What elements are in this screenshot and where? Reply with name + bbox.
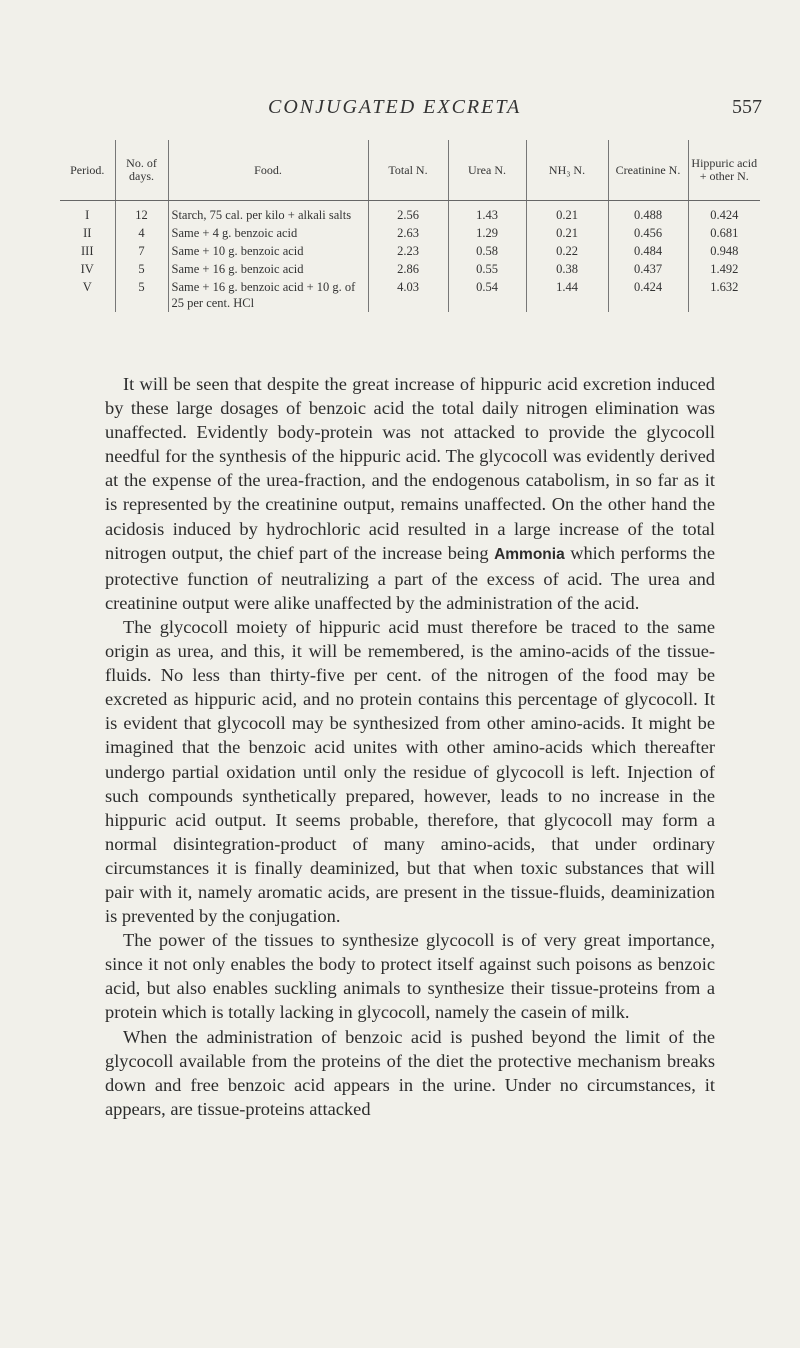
cell-urea-n: 1.43 xyxy=(448,201,526,225)
cell-creatinine-n: 0.488 xyxy=(608,201,688,225)
cell-days: 7 xyxy=(115,242,168,260)
cell-hippuric-n: 0.681 xyxy=(688,224,760,242)
cell-urea-n: 0.55 xyxy=(448,260,526,278)
cell-total-n: 2.23 xyxy=(368,242,448,260)
paragraph: The power of the tissues to synthesize glycocoll is of very great importance, since it not only enables the body to protect itself against such poisons as benzoic acid, but also enables suckling animals to synthesize their tissue-proteins from a protein which is totally lacking in glycocoll, namely the casein of milk. xyxy=(105,930,715,1023)
cell-food: Same + 10 g. benzoic acid xyxy=(168,242,368,260)
cell-period: V xyxy=(82,280,92,294)
paragraph: When the administration of benzoic acid is pushed beyond the limit of the glycocoll available from the proteins of the diet the protective mechanism breaks down and free benzoic acid appears in the urine. Under no circumstances, it appears, are tissue-proteins attacked xyxy=(105,1026,715,1119)
cell-creatinine-n: 0.456 xyxy=(608,224,688,242)
cell-nh3-n: 0.21 xyxy=(526,224,608,242)
cell-hippuric-n: 0.948 xyxy=(688,242,760,260)
column-header-hippuric-n: Hippuric acid + other N. xyxy=(688,140,760,201)
cell-total-n: 2.86 xyxy=(368,260,448,278)
running-head: CONJUGATED EXCRETA xyxy=(268,96,522,118)
table-row xyxy=(60,224,760,242)
cell-urea-n: 0.58 xyxy=(448,242,526,260)
cell-creatinine-n: 0.484 xyxy=(608,242,688,260)
cell-creatinine-n: 0.424 xyxy=(608,278,688,312)
cell-total-n: 4.03 xyxy=(368,278,448,312)
column-header-nh3-n: NH₃ N. xyxy=(526,140,608,201)
table-row xyxy=(60,242,760,260)
cell-days: 4 xyxy=(115,224,168,242)
cell-period: I xyxy=(85,208,90,222)
cell-days: 5 xyxy=(115,260,168,278)
cell-food: Same + 16 g. benzoic acid xyxy=(168,260,368,278)
column-header-days: No. of days. xyxy=(115,140,168,201)
cell-days: 5 xyxy=(115,278,168,312)
cell-food: Same + 4 g. benzoic acid xyxy=(168,224,368,242)
nitrogen-excretion-table xyxy=(60,140,760,312)
table-row xyxy=(60,201,760,225)
column-header-food: Food. xyxy=(168,140,368,201)
column-header-creatinine-n: Creatinine N. xyxy=(608,140,688,201)
body-text xyxy=(105,372,715,1121)
column-header-urea-n: Urea N. xyxy=(448,140,526,201)
cell-total-n: 2.56 xyxy=(368,201,448,225)
table-header-row xyxy=(60,140,760,201)
paragraph xyxy=(105,372,715,615)
cell-period: III xyxy=(81,244,94,258)
ammonia-emphasis: Ammonia xyxy=(494,545,565,563)
cell-hippuric-n: 1.632 xyxy=(688,278,760,312)
cell-urea-n: 1.29 xyxy=(448,224,526,242)
cell-period: II xyxy=(83,226,92,240)
column-header-period: Period. xyxy=(60,140,115,201)
table-row xyxy=(60,278,760,312)
page-header xyxy=(0,96,800,124)
cell-nh3-n: 0.38 xyxy=(526,260,608,278)
cell-creatinine-n: 0.437 xyxy=(608,260,688,278)
page-number: 557 xyxy=(732,96,762,118)
cell-period: IV xyxy=(80,262,94,276)
paragraph-text: It will be seen that despite the great increase of hippuric acid excretion induced by these large dosages of benzoic acid the total daily nitrogen elimination was unaffected. Evidently body-protein was not attacked to provide the glycocoll needful for the synthesis of the hippuric acid. The glycocoll was evidently derived at the expense of the urea-fraction, and the endogenous catabolism, in so far as it is represented by the creatinine output, remains unaffected. On the other hand the acidosis induced by hydrochloric acid resulted in a large increase of the total nitrogen output, the chief part of the increase being xyxy=(105,374,715,563)
cell-days: 12 xyxy=(115,201,168,225)
cell-nh3-n: 1.44 xyxy=(526,278,608,312)
cell-nh3-n: 0.22 xyxy=(526,242,608,260)
cell-total-n: 2.63 xyxy=(368,224,448,242)
paragraph: The glycocoll moiety of hippuric acid must therefore be traced to the same origin as urea, and this, it will be remembered, is the amino-acids of the tissue-fluids. No less than thirty-five per cent. of the nitrogen of the food may be excreted as hippuric acid, and no protein contains this percentage of glycocoll. It is evident that glycocoll may be synthesized from other amino-acids. It might be imagined that the benzoic acid unites with other amino-acids which thereafter undergo partial oxidation until only the residue of glycocoll is left. Injection of such compounds synthetically prepared, however, leads to no increase in the hippuric acid output. It seems probable, therefore, that glycocoll may form a normal disintegration-product of many amino-acids, that under ordinary circumstances it is finally deaminized, but that when toxic substances that will pair with it, namely aromatic acids, are present in the tissue-fluids, deaminization is prevented by the conjugation. xyxy=(105,616,715,927)
table-row xyxy=(60,260,760,278)
cell-hippuric-n: 0.424 xyxy=(688,201,760,225)
cell-food: Starch, 75 cal. per kilo + alkali salts xyxy=(168,201,368,225)
cell-nh3-n: 0.21 xyxy=(526,201,608,225)
cell-urea-n: 0.54 xyxy=(448,278,526,312)
column-header-total-n: Total N. xyxy=(368,140,448,201)
paragraph-text: which performs the protective function of neutralizing a part of the excess of acid. The urea and creatinine output were alike unaffected by the administration of the acid. xyxy=(105,542,715,613)
cell-hippuric-n: 1.492 xyxy=(688,260,760,278)
cell-food: Same + 16 g. benzoic acid + 10 g. of 25 per cent. HCl xyxy=(168,278,368,312)
